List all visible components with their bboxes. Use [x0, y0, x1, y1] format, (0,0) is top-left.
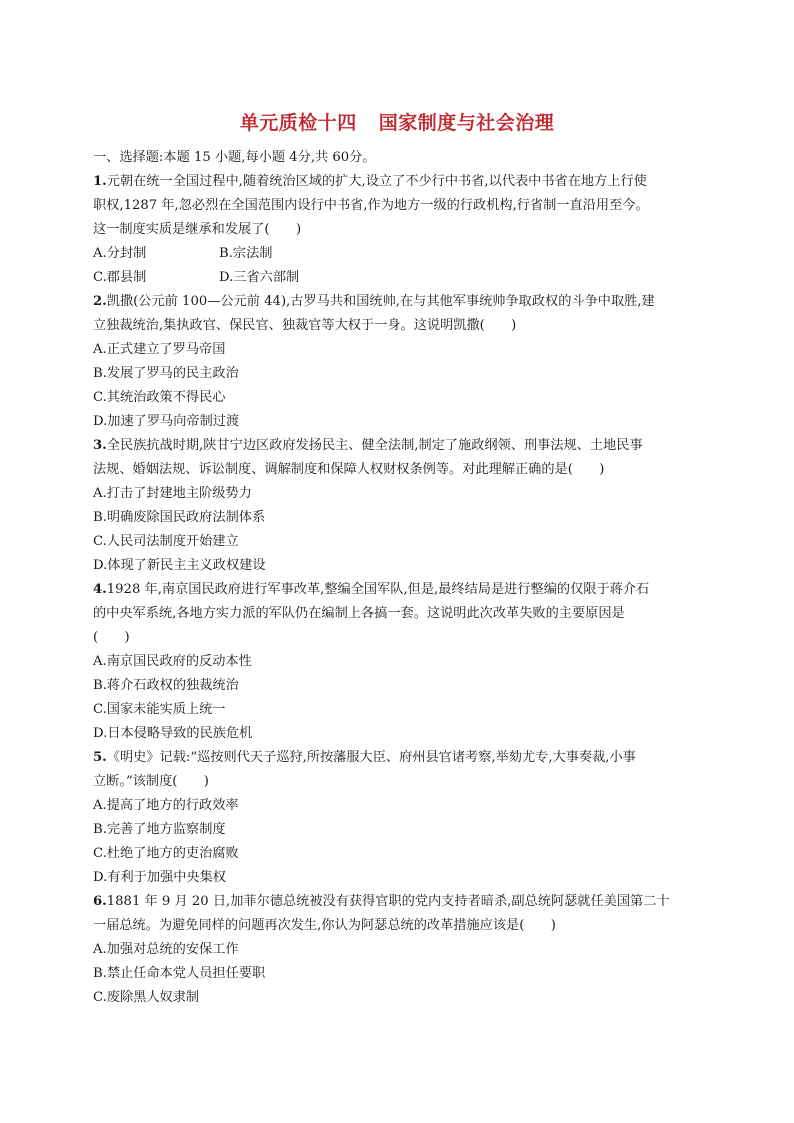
- question-1: [93, 170, 703, 290]
- question-line: 1.元朝在统一全国过程中,随着统治区域的扩大,设立了不少行中书省,以代表中书省在地方上行使: [93, 174, 647, 189]
- question-line: 立断。”该制度( ): [93, 774, 209, 789]
- page-title: [0, 108, 794, 135]
- option-c[interactable]: C.废除黑人奴隶制: [93, 990, 200, 1005]
- option-b[interactable]: B.禁止任命本党人员担任要职: [93, 966, 266, 981]
- question-4: [93, 578, 703, 746]
- option-c[interactable]: C.其统治政策不得民心: [93, 390, 226, 405]
- option-d[interactable]: D.加速了罗马向帝制过渡: [93, 414, 240, 429]
- question-line: 的中央军系统,各地方实力派的军队仍在编制上各搞一套。这说明此次改革失败的主要原因是: [93, 606, 625, 621]
- question-line: 立独裁统治,集执政官、保民官、独裁官等大权于一身。这说明凯撒( ): [93, 318, 517, 333]
- question-number: 4.: [93, 582, 107, 597]
- option-d[interactable]: D.三省六部制: [219, 270, 300, 285]
- question-line: ( ): [93, 630, 130, 645]
- question-line: 法规、婚姻法规、诉讼制度、调解制度和保障人权财权条例等。对此理解正确的是( ): [93, 462, 605, 477]
- question-line: 5.《明史》记载:“巡按则代天子巡狩,所按藩服大臣、府州县官诸考察,举劾尤专,大事奏裁,小事: [93, 750, 636, 765]
- title-right: 国家制度与社会治理: [378, 112, 555, 134]
- question-6: [93, 890, 703, 1010]
- option-d[interactable]: D.日本侵略导致的民族危机: [93, 726, 253, 741]
- option-row: [93, 266, 703, 290]
- question-number: 3.: [93, 438, 107, 453]
- question-line: 3.全民族抗战时期,陕甘宁边区政府发扬民主、健全法制,制定了施政纲领、刑事法规、土地民事: [93, 438, 643, 453]
- option-b[interactable]: B.蒋介石政权的独裁统治: [93, 678, 239, 693]
- question-2: [93, 290, 703, 434]
- option-b[interactable]: B.完善了地方监察制度: [93, 822, 226, 837]
- question-line: 职权,1287 年,忽必烈在全国范围内设行中书省,作为地方一级的行政机构,行省制一直沿用至今。: [93, 198, 649, 213]
- option-a[interactable]: A.正式建立了罗马帝国: [93, 342, 226, 357]
- option-a[interactable]: A.加强对总统的安保工作: [93, 942, 239, 957]
- question-line: 一届总统。为避免同样的问题再次发生,你认为阿瑟总统的改革措施应该是( ): [93, 918, 556, 933]
- question-number: 1.: [93, 174, 107, 189]
- question-line: 这一制度实质是继承和发展了( ): [93, 222, 302, 237]
- option-b[interactable]: B.宗法制: [219, 246, 273, 261]
- option-c[interactable]: C.郡县制: [93, 270, 147, 285]
- section-heading: 一、选择题:本题 15 小题,每小题 4分,共 60分。: [93, 150, 376, 165]
- question-line: 6.1881 年 9 月 20 日,加菲尔德总统被没有获得官职的党内支持者暗杀,副总统阿瑟就任美国第二十: [93, 894, 670, 909]
- title-left: 单元质检十四: [239, 112, 357, 134]
- option-d[interactable]: D.有利于加强中央集权: [93, 870, 226, 885]
- option-a[interactable]: A.南京国民政府的反动本性: [93, 654, 252, 669]
- option-c[interactable]: C.国家未能实质上统一: [93, 702, 226, 717]
- option-row: [93, 242, 703, 266]
- exam-content: [93, 146, 703, 1010]
- option-c[interactable]: C.杜绝了地方的吏治腐败: [93, 846, 239, 861]
- option-a[interactable]: A.提高了地方的行政效率: [93, 798, 239, 813]
- question-line: 2.凯撒(公元前 100—公元前 44),古罗马共和国统帅,在与其他军事统帅争取政权的斗争中取胜,建: [93, 294, 655, 309]
- option-c[interactable]: C.人民司法制度开始建立: [93, 534, 239, 549]
- question-number: 2.: [93, 294, 107, 309]
- option-a[interactable]: A.打击了封建地主阶级势力: [93, 486, 252, 501]
- question-5: [93, 746, 703, 890]
- option-a[interactable]: A.分封制: [93, 246, 147, 261]
- option-d[interactable]: D.体现了新民主主义政权建设: [93, 558, 266, 573]
- question-number: 5.: [93, 750, 107, 765]
- question-3: [93, 434, 703, 578]
- question-line: 4.1928 年,南京国民政府进行军事改革,整编全国军队,但是,最终结局是进行整编的仅限于蒋介石: [93, 582, 650, 597]
- option-b[interactable]: B.发展了罗马的民主政治: [93, 366, 239, 381]
- question-number: 6.: [93, 894, 107, 909]
- option-b[interactable]: B.明确废除国民政府法制体系: [93, 510, 266, 525]
